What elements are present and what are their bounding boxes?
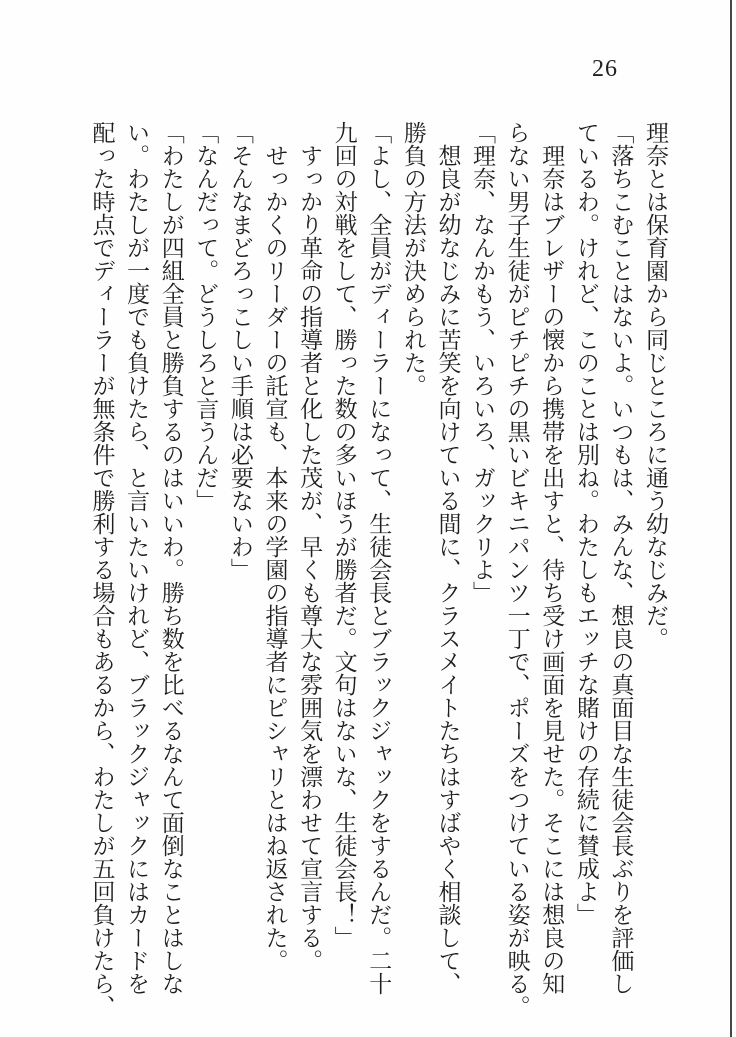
page-edge-line [730, 0, 732, 1037]
text-column: 「理奈、なんかもう、いろいろ、ガックリよ」 [470, 121, 496, 604]
text-column: せっかくのリーダーの託宣も、本来の学園の指導者にピシャリとはね返された。 [262, 144, 288, 972]
text-column: 理奈はブレザーの懐から携帯を出すと、待ち受け画面を見せた。そこには想良の知 [539, 144, 565, 995]
text-column: 想良が幼なじみに苦笑を向けている間に、クラスメイトたちはすばやく相談して、 [435, 144, 461, 995]
text-column: 「わたしが四組全員と勝負するのはいいわ。勝ち数を比べるなんて面倒なことはしな [158, 121, 184, 995]
text-column: 九回の対戦をして、勝った数の多いほうが勝者だ。文句はないな、生徒会長！」 [331, 121, 357, 949]
text-column: ているわ。けれど、このことは別ね。わたしもエッチな賭けの存続に賛成よ」 [573, 121, 599, 926]
text-column: 「落ちこむことはないよ。いつもは、みんな、想良の真面目な生徒会長ぶりを評価し [608, 121, 634, 995]
vertical-text-block [84, 121, 672, 1021]
text-column: 配った時点でディーラーが無条件で勝利する場合もあるから、わたしが五回負けたら、 [89, 121, 115, 1018]
text-column: 「そんなまどろっこしい手順は必要ないわ」 [227, 121, 253, 581]
text-column: 「なんだって。どうしろと言うんだ」 [193, 121, 219, 512]
text-column: 「よし、全員がディーラーになって、生徒会長とブラックジャックをするんだ。二十 [366, 121, 392, 995]
text-column: すっかり革命の指導者と化した茂が、早くも尊大な雰囲気を漂わせて宣言する。 [297, 144, 323, 972]
text-column: らない男子生徒がピチピチの黒いビキニパンツ一丁で、ポーズをつけている姿が映る。 [504, 121, 530, 1018]
text-column: 勝負の方法が決められた。 [400, 121, 426, 397]
text-column: 理奈とは保育園から同じところに通う幼なじみだ。 [643, 121, 668, 650]
page-number: 26 [592, 56, 618, 82]
text-column: い。わたしが一度でも負けたら、と言いたいけれど、ブラックジャックにはカードを [124, 121, 150, 995]
